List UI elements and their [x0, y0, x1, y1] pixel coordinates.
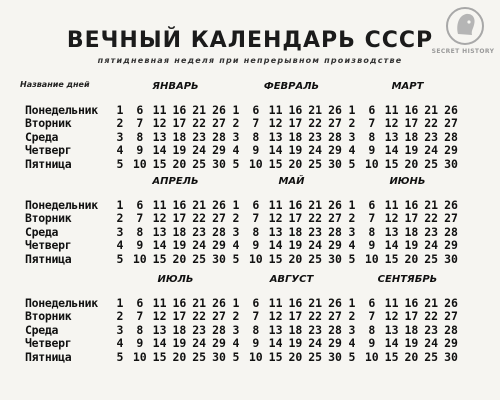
date-cell: 29 [444, 336, 458, 351]
date-cell: 26 [444, 103, 458, 117]
date-cell: 2 [116, 116, 124, 131]
date-cell: 25 [424, 156, 439, 171]
date-cell: 16 [288, 296, 303, 310]
date-cell: 8 [368, 129, 376, 144]
date-cell: 7 [368, 211, 376, 226]
date-cell: 8 [252, 224, 260, 239]
date-cell: 21 [424, 296, 439, 310]
date-cell: 1 [232, 198, 240, 212]
date-cell: 23 [308, 322, 323, 337]
day-name-label: Вторник [25, 309, 72, 324]
date-cell: 19 [288, 238, 303, 253]
date-cell: 11 [268, 198, 283, 212]
date-cell: 9 [368, 143, 376, 158]
date-cell: 11 [152, 103, 167, 117]
date-cell: 7 [136, 211, 144, 226]
date-cell: 5 [232, 349, 240, 364]
date-cell: 4 [232, 336, 240, 351]
date-cell: 9 [136, 238, 144, 253]
date-cell: 22 [192, 309, 207, 324]
date-cell: 10 [132, 156, 147, 171]
date-cell: 17 [288, 309, 303, 324]
date-cell: 17 [404, 211, 419, 226]
date-cell: 19 [172, 238, 187, 253]
date-cell: 3 [348, 322, 356, 337]
date-cell: 25 [192, 156, 207, 171]
date-cell: 25 [424, 251, 439, 266]
date-cell: 25 [192, 349, 207, 364]
date-cell: 4 [232, 238, 240, 253]
date-cell: 20 [172, 156, 187, 171]
date-cell: 15 [384, 251, 399, 266]
date-cell: 30 [212, 251, 226, 266]
date-cell: 27 [212, 211, 226, 226]
date-cell: 23 [308, 224, 323, 239]
date-cell: 6 [252, 198, 260, 212]
date-cell: 2 [348, 309, 356, 324]
date-cell: 16 [172, 198, 187, 212]
date-cell: 25 [192, 251, 207, 266]
date-cell: 12 [384, 309, 399, 324]
date-cell: 8 [368, 224, 376, 239]
date-cell: 12 [384, 211, 399, 226]
day-name-label: Вторник [25, 211, 72, 226]
date-cell: 5 [232, 251, 240, 266]
date-cell: 9 [136, 143, 144, 158]
date-cell: 6 [368, 296, 376, 310]
date-cell: 29 [212, 336, 226, 351]
date-cell: 13 [152, 129, 167, 144]
date-cell: 30 [444, 349, 458, 364]
date-cell: 29 [328, 238, 342, 253]
month-title: СЕНТЯБРЬ [377, 274, 438, 285]
date-cell: 8 [252, 322, 260, 337]
date-cell: 2 [116, 211, 124, 226]
date-cell: 9 [368, 336, 376, 351]
day-name-label: Среда [25, 129, 59, 144]
date-cell: 8 [252, 129, 260, 144]
date-cell: 1 [232, 103, 240, 117]
date-cell: 12 [384, 116, 399, 131]
date-cell: 24 [424, 238, 439, 253]
date-cell: 14 [268, 336, 283, 351]
day-name-label: Понедельник [25, 103, 98, 117]
date-cell: 4 [116, 336, 124, 351]
days-column-header: Название дней [20, 80, 90, 89]
date-cell: 12 [152, 116, 167, 131]
date-cell: 13 [268, 129, 283, 144]
date-cell: 21 [308, 296, 323, 310]
date-cell: 8 [136, 129, 144, 144]
date-cell: 1 [348, 296, 356, 310]
date-cell: 21 [192, 198, 207, 212]
date-cell: 26 [328, 103, 342, 117]
day-name-label: Понедельник [25, 296, 98, 310]
date-cell: 20 [288, 156, 303, 171]
date-cell: 23 [424, 322, 439, 337]
date-cell: 22 [424, 116, 439, 131]
date-cell: 10 [132, 251, 147, 266]
date-cell: 26 [444, 296, 458, 310]
date-cell: 22 [308, 211, 323, 226]
date-cell: 13 [268, 322, 283, 337]
date-cell: 27 [328, 116, 342, 131]
date-cell: 5 [348, 156, 356, 171]
date-cell: 11 [152, 296, 167, 310]
date-cell: 17 [404, 116, 419, 131]
date-cell: 20 [172, 251, 187, 266]
date-cell: 10 [364, 251, 379, 266]
month-title: МАЙ [278, 176, 305, 187]
date-cell: 25 [308, 156, 323, 171]
date-cell: 3 [116, 224, 124, 239]
date-cell: 19 [172, 336, 187, 351]
date-cell: 15 [152, 251, 167, 266]
date-cell: 3 [232, 322, 240, 337]
date-cell: 6 [252, 296, 260, 310]
date-cell: 23 [192, 129, 207, 144]
date-cell: 18 [288, 129, 303, 144]
date-cell: 18 [288, 224, 303, 239]
date-cell: 18 [172, 322, 187, 337]
date-cell: 2 [232, 211, 240, 226]
date-cell: 28 [328, 322, 342, 337]
date-cell: 14 [384, 143, 399, 158]
date-cell: 1 [348, 103, 356, 117]
date-cell: 10 [364, 156, 379, 171]
date-cell: 9 [252, 143, 260, 158]
date-cell: 7 [252, 309, 260, 324]
date-cell: 11 [268, 296, 283, 310]
date-cell: 6 [368, 198, 376, 212]
date-cell: 9 [252, 336, 260, 351]
date-cell: 10 [248, 156, 263, 171]
month-title: ФЕВРАЛЬ [263, 81, 320, 92]
date-cell: 27 [328, 309, 342, 324]
date-cell: 1 [116, 103, 124, 117]
logo-text: SECRET HISTORY [431, 48, 495, 55]
date-cell: 14 [384, 238, 399, 253]
date-cell: 22 [192, 211, 207, 226]
date-cell: 21 [424, 103, 439, 117]
date-cell: 22 [424, 309, 439, 324]
date-cell: 18 [404, 129, 419, 144]
date-cell: 1 [232, 296, 240, 310]
date-cell: 13 [384, 129, 399, 144]
date-cell: 21 [192, 103, 207, 117]
date-cell: 28 [212, 129, 226, 144]
date-cell: 1 [116, 296, 124, 310]
date-cell: 19 [404, 336, 419, 351]
date-cell: 16 [172, 296, 187, 310]
date-cell: 20 [172, 349, 187, 364]
date-cell: 27 [444, 116, 458, 131]
date-cell: 23 [192, 322, 207, 337]
date-cell: 16 [404, 296, 419, 310]
date-cell: 15 [384, 156, 399, 171]
date-cell: 5 [348, 251, 356, 266]
date-cell: 13 [384, 224, 399, 239]
date-cell: 24 [424, 336, 439, 351]
date-cell: 17 [172, 116, 187, 131]
date-cell: 12 [268, 211, 283, 226]
date-cell: 2 [348, 116, 356, 131]
date-cell: 4 [348, 143, 356, 158]
date-cell: 15 [384, 349, 399, 364]
date-cell: 30 [212, 156, 226, 171]
date-cell: 22 [308, 309, 323, 324]
date-cell: 20 [288, 251, 303, 266]
date-cell: 3 [116, 129, 124, 144]
month-title: АПРЕЛЬ [152, 176, 199, 187]
month-title: МАРТ [391, 81, 424, 92]
date-cell: 26 [212, 198, 226, 212]
date-cell: 23 [424, 224, 439, 239]
date-cell: 18 [404, 322, 419, 337]
date-cell: 30 [328, 251, 342, 266]
date-cell: 7 [136, 309, 144, 324]
date-cell: 18 [404, 224, 419, 239]
day-name-label: Пятница [25, 349, 72, 364]
day-name-label: Четверг [25, 143, 72, 158]
date-cell: 16 [404, 198, 419, 212]
date-cell: 12 [152, 309, 167, 324]
date-cell: 20 [404, 349, 419, 364]
date-cell: 11 [152, 198, 167, 212]
date-cell: 25 [308, 251, 323, 266]
date-cell: 7 [368, 309, 376, 324]
date-cell: 5 [232, 156, 240, 171]
date-cell: 21 [308, 198, 323, 212]
date-cell: 16 [404, 103, 419, 117]
date-cell: 11 [384, 198, 399, 212]
date-cell: 29 [444, 238, 458, 253]
day-name-label: Четверг [25, 336, 72, 351]
date-cell: 19 [404, 238, 419, 253]
date-cell: 7 [136, 116, 144, 131]
date-cell: 30 [328, 349, 342, 364]
date-cell: 27 [212, 309, 226, 324]
date-cell: 24 [308, 336, 323, 351]
date-cell: 10 [364, 349, 379, 364]
date-cell: 9 [136, 336, 144, 351]
date-cell: 6 [136, 296, 144, 310]
date-cell: 11 [384, 296, 399, 310]
day-name-label: Среда [25, 322, 59, 337]
page-title: ВЕЧНЫЙ КАЛЕНДАРЬ СССР [66, 28, 434, 53]
date-cell: 9 [368, 238, 376, 253]
date-cell: 26 [328, 198, 342, 212]
date-cell: 7 [368, 116, 376, 131]
date-cell: 28 [328, 129, 342, 144]
date-cell: 5 [348, 349, 356, 364]
date-cell: 29 [328, 143, 342, 158]
date-cell: 26 [212, 103, 226, 117]
date-cell: 10 [132, 349, 147, 364]
day-name-label: Пятница [25, 156, 72, 171]
date-cell: 25 [424, 349, 439, 364]
date-cell: 14 [152, 143, 167, 158]
date-cell: 27 [444, 211, 458, 226]
date-cell: 29 [212, 238, 226, 253]
date-cell: 4 [116, 238, 124, 253]
day-name-label: Вторник [25, 116, 72, 131]
date-cell: 21 [192, 296, 207, 310]
date-cell: 23 [424, 129, 439, 144]
date-cell: 4 [116, 143, 124, 158]
date-cell: 8 [136, 322, 144, 337]
date-cell: 22 [308, 116, 323, 131]
date-cell: 19 [404, 143, 419, 158]
date-cell: 19 [288, 143, 303, 158]
date-cell: 28 [444, 224, 458, 239]
date-cell: 24 [424, 143, 439, 158]
date-cell: 26 [212, 296, 226, 310]
date-cell: 3 [348, 129, 356, 144]
date-cell: 17 [172, 211, 187, 226]
date-cell: 28 [444, 129, 458, 144]
date-cell: 12 [152, 211, 167, 226]
date-cell: 3 [232, 129, 240, 144]
date-cell: 20 [404, 251, 419, 266]
month-title: ЯНВАРЬ [152, 81, 199, 92]
date-cell: 25 [308, 349, 323, 364]
date-cell: 8 [136, 224, 144, 239]
date-cell: 26 [328, 296, 342, 310]
date-cell: 11 [268, 103, 283, 117]
date-cell: 11 [384, 103, 399, 117]
date-cell: 14 [384, 336, 399, 351]
date-cell: 10 [248, 349, 263, 364]
date-cell: 22 [192, 116, 207, 131]
date-cell: 6 [368, 103, 376, 117]
month-title: ИЮНЬ [389, 176, 426, 187]
date-cell: 18 [172, 129, 187, 144]
date-cell: 24 [192, 143, 207, 158]
date-cell: 6 [252, 103, 260, 117]
date-cell: 24 [192, 336, 207, 351]
date-cell: 19 [288, 336, 303, 351]
date-cell: 30 [328, 156, 342, 171]
date-cell: 28 [444, 322, 458, 337]
date-cell: 14 [152, 238, 167, 253]
day-name-label: Четверг [25, 238, 72, 253]
date-cell: 27 [444, 309, 458, 324]
date-cell: 20 [404, 156, 419, 171]
date-cell: 22 [424, 211, 439, 226]
date-cell: 5 [116, 156, 124, 171]
date-cell: 27 [212, 116, 226, 131]
date-cell: 1 [348, 198, 356, 212]
date-cell: 15 [268, 349, 283, 364]
date-cell: 24 [308, 143, 323, 158]
date-cell: 4 [232, 143, 240, 158]
date-cell: 17 [172, 309, 187, 324]
date-cell: 4 [348, 238, 356, 253]
date-cell: 26 [444, 198, 458, 212]
date-cell: 13 [268, 224, 283, 239]
date-cell: 16 [172, 103, 187, 117]
date-cell: 23 [308, 129, 323, 144]
date-cell: 13 [152, 322, 167, 337]
date-cell: 30 [444, 156, 458, 171]
date-cell: 29 [444, 143, 458, 158]
date-cell: 29 [328, 336, 342, 351]
date-cell: 28 [212, 322, 226, 337]
date-cell: 15 [152, 156, 167, 171]
date-cell: 18 [172, 224, 187, 239]
date-cell: 15 [152, 349, 167, 364]
date-cell: 16 [288, 103, 303, 117]
date-cell: 23 [192, 224, 207, 239]
date-cell: 28 [328, 224, 342, 239]
date-cell: 8 [368, 322, 376, 337]
date-cell: 19 [172, 143, 187, 158]
month-title: АВГУСТ [269, 274, 314, 285]
date-cell: 13 [384, 322, 399, 337]
date-cell: 30 [212, 349, 226, 364]
date-cell: 17 [404, 309, 419, 324]
date-cell: 10 [248, 251, 263, 266]
date-cell: 12 [268, 116, 283, 131]
date-cell: 6 [136, 103, 144, 117]
date-cell: 14 [152, 336, 167, 351]
date-cell: 13 [152, 224, 167, 239]
date-cell: 9 [252, 238, 260, 253]
date-cell: 14 [268, 143, 283, 158]
date-cell: 15 [268, 156, 283, 171]
date-cell: 15 [268, 251, 283, 266]
day-name-label: Пятница [25, 251, 72, 266]
date-cell: 7 [252, 211, 260, 226]
date-cell: 5 [116, 349, 124, 364]
date-cell: 1 [116, 198, 124, 212]
date-cell: 17 [288, 116, 303, 131]
date-cell: 3 [348, 224, 356, 239]
date-cell: 21 [424, 198, 439, 212]
date-cell: 28 [212, 224, 226, 239]
date-cell: 20 [288, 349, 303, 364]
day-name-label: Среда [25, 224, 59, 239]
date-cell: 18 [288, 322, 303, 337]
date-cell: 2 [232, 309, 240, 324]
date-cell: 21 [308, 103, 323, 117]
date-cell: 2 [348, 211, 356, 226]
date-cell: 7 [252, 116, 260, 131]
date-cell: 4 [348, 336, 356, 351]
date-cell: 5 [116, 251, 124, 266]
date-cell: 2 [116, 309, 124, 324]
date-cell: 30 [444, 251, 458, 266]
month-title: ИЮЛЬ [157, 274, 194, 285]
date-cell: 6 [136, 198, 144, 212]
date-cell: 3 [232, 224, 240, 239]
date-cell: 16 [288, 198, 303, 212]
date-cell: 12 [268, 309, 283, 324]
date-cell: 17 [288, 211, 303, 226]
date-cell: 24 [192, 238, 207, 253]
day-name-label: Понедельник [25, 198, 98, 212]
date-cell: 24 [308, 238, 323, 253]
page-subtitle: пятидневная неделя при непрерывном производстве [97, 56, 403, 65]
date-cell: 2 [232, 116, 240, 131]
date-cell: 27 [328, 211, 342, 226]
date-cell: 29 [212, 143, 226, 158]
date-cell: 14 [268, 238, 283, 253]
date-cell: 3 [116, 322, 124, 337]
